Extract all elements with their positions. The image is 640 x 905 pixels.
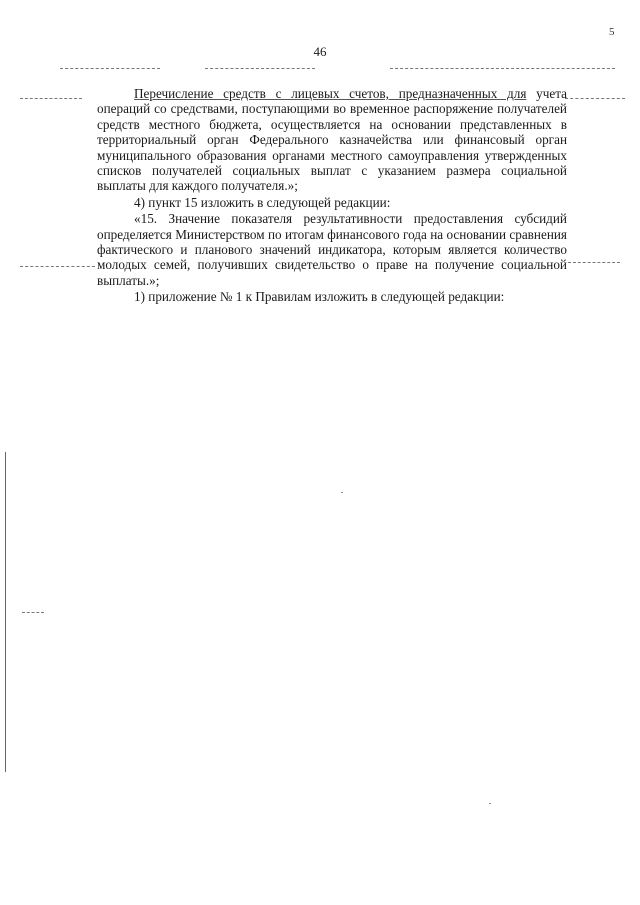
scan-artifact-line bbox=[568, 262, 620, 263]
paragraph-item-4: 4) пункт 15 изложить в следующей редакции: bbox=[134, 194, 391, 210]
scan-artifact-line bbox=[205, 68, 315, 69]
scan-artifact-line bbox=[60, 68, 160, 69]
scan-artifact-line bbox=[20, 98, 82, 99]
page-number: 46 bbox=[313, 44, 327, 59]
scan-artifact-line bbox=[20, 266, 95, 267]
corner-mark: 5 bbox=[609, 26, 615, 38]
scan-artifact-line bbox=[390, 68, 615, 69]
scan-artifact-line bbox=[22, 612, 44, 613]
paragraph-item-15: «15. Значение показателя результативности предоставления субсидий определяется Министерством по итогам финансового года на основании сравнения фактического и планового значений индикатора, которым является количество молодых семей, получивших свидетельство о праве на получение социальной выплаты.»; bbox=[97, 211, 567, 288]
document-body bbox=[97, 86, 567, 305]
paragraph-text: Перечисление средств с лицевых счетов, предназначенных для bbox=[134, 86, 527, 101]
paragraph-appendix-1: 1) приложение № 1 к Правилам изложить в следующей редакции: bbox=[134, 289, 505, 305]
scan-artifact-dot bbox=[341, 492, 343, 493]
scan-artifact-line bbox=[565, 98, 625, 99]
scan-artifact-dot bbox=[489, 803, 491, 804]
scan-edge-line bbox=[5, 452, 6, 772]
paragraph-transfer-of-funds: Перечисление средств с лицевых счетов, предназначенных для учета операций со средствами, поступающими во временное распоряжение получателей средств местного бюджета, осуществляется на основании представленных в территориальный орган Федерального казначейства или финансовый орган муниципального образования органами местного самоуправления утвержденных списков получателей социальных выплат с указанием размера социальной выплаты для каждого получателя.»; bbox=[97, 86, 568, 194]
